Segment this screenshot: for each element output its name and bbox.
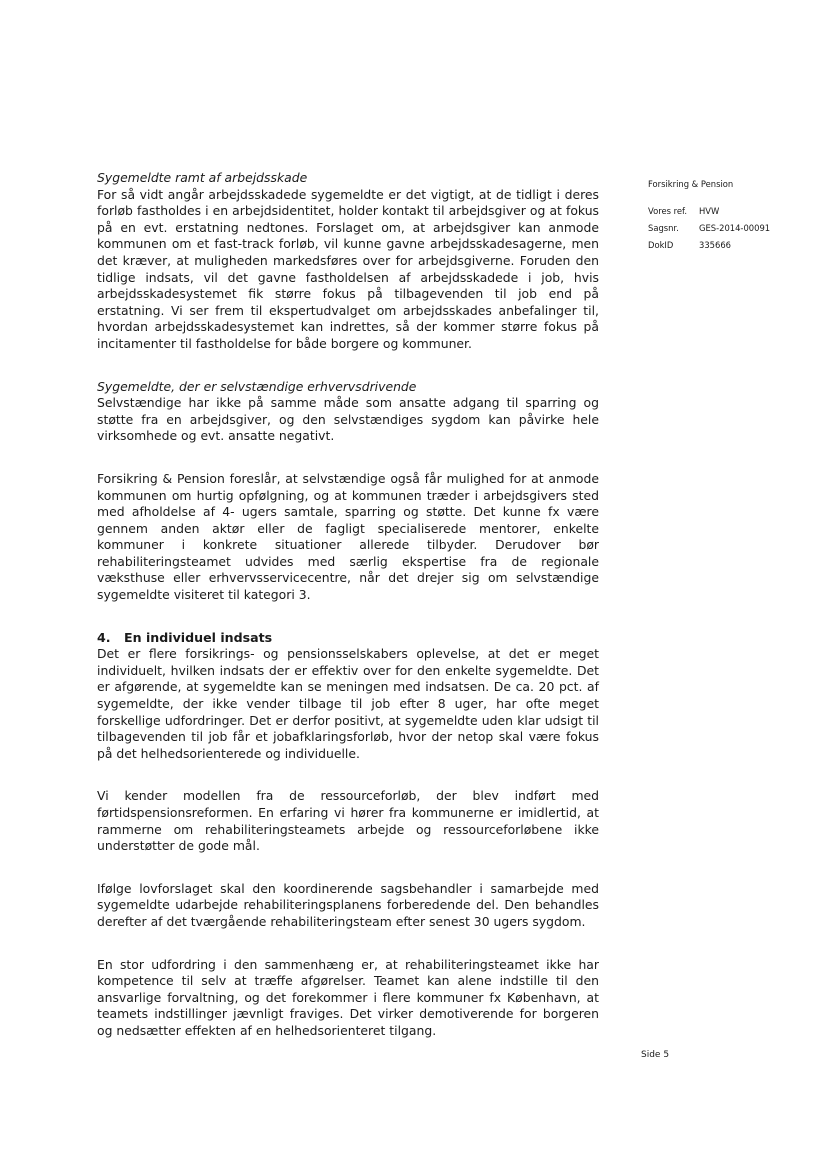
meta-label: DokID <box>648 240 674 250</box>
meta-label: Sagsnr. <box>648 223 679 233</box>
section-number: 4. <box>97 629 111 645</box>
paragraph-individual-4: En stor udfordring i den sammenhæng er, at rehabiliteringsteamet ikke har kompetence til selv at træffe afgørelser. Teamet kan alene indstille til den ansvarlige forvaltning, og det forekommer i flere kommuner fx København, at teamets indstillinger jævnligt fraviges. Det virker demotiverende for borgeren og nedsætter effekten af en helhedsorienteret tilgang. <box>97 956 599 1038</box>
section-self-employed-proposal <box>97 471 599 604</box>
section-heading-4 <box>97 630 599 647</box>
paragraph-individual-2: Vi kender modellen fra de ressourceforløb, der blev indført med førtidspensionsreformen. En erfaring vi hører fra kommunerne er imidlertid, at rammerne om rehabiliteringsteamets arbejde og ressourceforløbene ikke understøtter de gode mål. <box>97 788 599 854</box>
paragraph-self-employed-1: Selvstændige har ikke på samme måde som ansatte adgang til sparring og støtte fra en arbejdsgiver, og den selvstændiges sygdom kan påvirke hele virksomhede og evt. ansatte negativt. <box>97 395 599 444</box>
meta-value: HVW <box>699 206 720 216</box>
paragraph-work-injury: For så vidt angår arbejdsskadede sygemeldte er det vigtigt, at de tidligt i deres forløb fastholdes i en arbejdsidentitet, holder kontakt til arbejdsgiver og at fokus på en evt. erstatning nedtones. Forslaget om, at arbejdsgiver kan anmode kommunen om et fast-track forløb, vil kunne gavne arbejdsskadesagerne, men det kræver, at muligheden markedsføres over for arbejdsgiverne. Foruden den tidlige indsats, vil det gavne fastholdelsen af arbejdsskadede i job, hvis arbejdsskadesystemet fik større fokus på tilbagevenden til job end på erstatning. Vi ser frem til ekspertudvalget om arbejdsskades anbefalinger til, hvordan arbejdsskadesystemet kan indrettes, så der kommer større fokus på incitamenter til fastholdelse for både borgere og kommuner. <box>97 186 599 351</box>
paragraph-self-employed-2: Forsikring & Pension foreslår, at selvstændige også får mulighed for at anmode kommunen om hurtig opfølgning, og at kommunen træder i arbejdsgivers sted med afholdelse af 4- ugers samtale, sparring og støtte. Det kunne fx være gennem anden aktør eller de fagligt specialiserede mentorer, enkelte kommuner i konkrete situationer allerede tilbyder. Derudover bør rehabiliteringsteamet udvides med særlig ekspertise fra de regionale væksthuse eller erhvervsservicecentre, når det drejer sig om selvstændige sygemeldte visiteret til kategori 3. <box>97 470 599 603</box>
section-individual-4 <box>97 957 599 1040</box>
meta-row-doc-id <box>648 237 818 254</box>
subheading-work-injury: Sygemeldte ramt af arbejdsskade <box>97 170 308 185</box>
section-individual-effort <box>97 630 599 763</box>
section-work-injury <box>97 170 599 353</box>
document-meta-sidebar <box>648 176 818 254</box>
section-title: En individuel indsats <box>124 629 273 645</box>
document-body <box>97 170 599 1066</box>
meta-row-reference <box>648 203 818 220</box>
meta-label: Vores ref. <box>648 206 688 216</box>
sender-organization: Forsikring & Pension <box>648 179 734 189</box>
section-individual-2 <box>97 788 599 854</box>
section-self-employed-intro <box>97 379 599 445</box>
paragraph-individual-3: Ifølge lovforslaget skal den koordinerende sagsbehandler i samarbejde med sygemeldte udarbejde rehabiliteringsplanens forberedende del. Den behandles derefter af det tværgående rehabiliteringsteam efter senest 30 ugers sygdom. <box>97 880 599 929</box>
section-individual-3 <box>97 881 599 931</box>
subheading-self-employed: Sygemeldte, der er selvstændige erhvervsdrivende <box>97 378 417 394</box>
page-number: Side 5 <box>641 1050 670 1060</box>
paragraph-individual-1: Det er flere forsikrings- og pensionsselskabers oplevelse, at det er meget individuelt, hvilken indsats der er effektiv over for den enkelte sygemeldte. Det er afgørende, at sygemeldte kan se meningen med indsatsen. De ca. 20 pct. af sygemeldte, der ikke vender tilbage til job efter 8 uger, har ofte meget forskellige udfordringer. Det er derfor positivt, at sygemeldte uden klar udsigt til tilbagevenden til job får et jobafklaringsforløb, hvor der netop skal være fokus på det helhedsorienterede og individuelle. <box>97 646 599 761</box>
meta-value: 335666 <box>699 240 731 250</box>
meta-value: GES-2014-00091 <box>699 223 771 233</box>
meta-row-case-number <box>648 220 818 237</box>
